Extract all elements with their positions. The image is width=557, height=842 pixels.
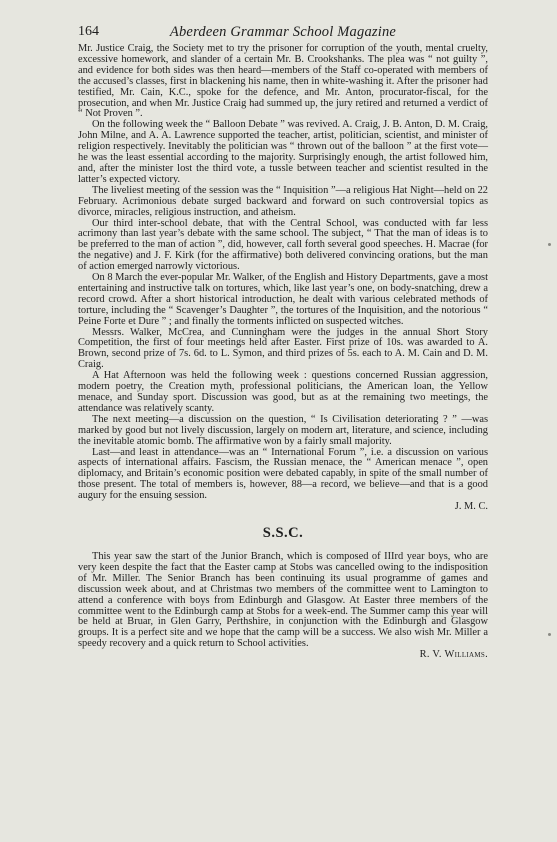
article-body <box>78 44 488 661</box>
paragraph: Mr. Justice Craig, the Society met to try the prisoner for corruption of the youth, mental cruelty, excessive homework, and slander of a certain Mr. B. Crookshanks. The plea was “ not guilty ”, and evidence for both sides was then heard—members of the Staff co-operated with members of the accused’s classes, first in blackening his name, then in white-washing it. After the prisoner had testified, Mr. Cain, K.C., spoke for the defence, and Mr. Anton, procurator-fiscal, for the prosecution, and when Mr. Justice Craig had summed up, the jury retired and returned a verdict of “ Not Proven ”. <box>78 43 488 120</box>
paragraph: Our third inter-school debate, that with the Central School, was conducted with far less acrimony than last year’s debate with the same school. The subject, “ That the man of ideas is to be preferred to the man of action ”, did, however, call forth several good speeches. H. Macrae (for the negative) and J. F. Kirk (for the affirmative) both delivered convincing orations, but the man of action emerged narrowly victorious. <box>78 217 488 273</box>
page-header <box>78 24 488 44</box>
scan-speck <box>548 243 551 246</box>
paragraph: A Hat Afternoon was held the following week : questions concerned Russian aggression, modern poetry, the Creation myth, professional politicians, the American loan, the Yellow menace, and Sunday sport. Discussion was good, but as at the remaining two meetings, the attendance was relatively scanty. <box>78 370 488 414</box>
paragraph: Messrs. Walker, McCrea, and Cunningham were the judges in the annual Short Story Competition, the first of four meetings held after Easter. First prize of 10s. was awarded to A. Brown, second prize of 7s. 6d. to L. Symon, and third prizes of 5s. each to A. M. Cain and D. M. Craig. <box>78 326 488 371</box>
section-title: S.S.C. <box>262 524 304 541</box>
page-number: 164 <box>78 24 99 39</box>
paragraph: The next meeting—a discussion on the question, “ Is Civilisation deteriorating ? ” —was marked by good but not lively discussion, largely on modern art, literature, and science, including the inevitable atomic bomb. The affirmative won by a fairly small majority. <box>78 413 488 447</box>
signature-initials: J. M. C. <box>454 501 488 513</box>
signature-name-text: R. V. Williams. <box>419 649 488 661</box>
paragraph: This year saw the start of the Junior Branch, which is composed of IIIrd year boys, who are very keen despite the fact that the Easter camp at Stobs was cancelled owing to the indisposition of Mr. Miller. The Senior Branch has been continuing its usual programme of games and discussion week about, and at Christmas two members of the committee went to Lamington to attend a conference with boys from Edinburgh and Glasgow. At Easter three members of the committee went to the Edinburgh camp at Stobs for a week-end. The Summer camp this year will be held at Bruar, in Glen Garry, Perthshire, in conjunction with the Edinburgh and Glasgow groups. It is a perfect site and we hope that the camp will be a success. We also wish Mr. Miller a speedy recovery and a quick return to School activities. <box>78 550 488 650</box>
paragraph: On 8 March the ever-popular Mr. Walker, of the English and History Departments, gave a most entertaining and instructive talk on tortures, which, like last year’s one, on body-snatching, drew a record crowd. After a short historical introduction, he dealt with various celebrated methods of torture, including the “ Scavenger’s Daughter ”, the tortures of the Inquisition, and the notorious “ Peine Forte et Dure ” ; and finally the torments inflicted on suspected witches. <box>78 272 488 327</box>
running-title: Aberdeen Grammar School Magazine <box>169 24 397 40</box>
signature-name <box>78 650 488 661</box>
scan-speck <box>548 633 551 636</box>
paragraph: Last—and least in attendance—was an “ International Forum ”, i.e. a discussion on various aspects of international affairs. Fascism, the Russian menace, the “ American menace ”, open diplomacy, and Britain’s economic position were debated capably, in spite of the small number of those present. The total of members is, however, 88—a record, we believe—and that is a good augury for the ensuing session. <box>78 446 488 502</box>
paragraph: The liveliest meeting of the session was the “ Inquisition ”—a religious Hat Night—held on 22 February. Acrimonious debate surged backward and forward on such controversial topics as divorce, miracles, religious instruction, and atheism. <box>78 184 488 218</box>
paragraph: On the following week the “ Balloon Debate ” was revived. A. Craig, J. B. Anton, D. M. Craig, John Milne, and A. A. Lawrence supported the teacher, artist, politician, scientist, and minister of religion respectively. Inevitably the politician was “ thrown out of the balloon ” at the first vote—he was the least essential according to the majority. Surprisingly enough, the artist followed him, and, after the minister lost the third vote, a tussle between teacher and scientist resulted in the latter’s expected victory. <box>78 119 488 185</box>
